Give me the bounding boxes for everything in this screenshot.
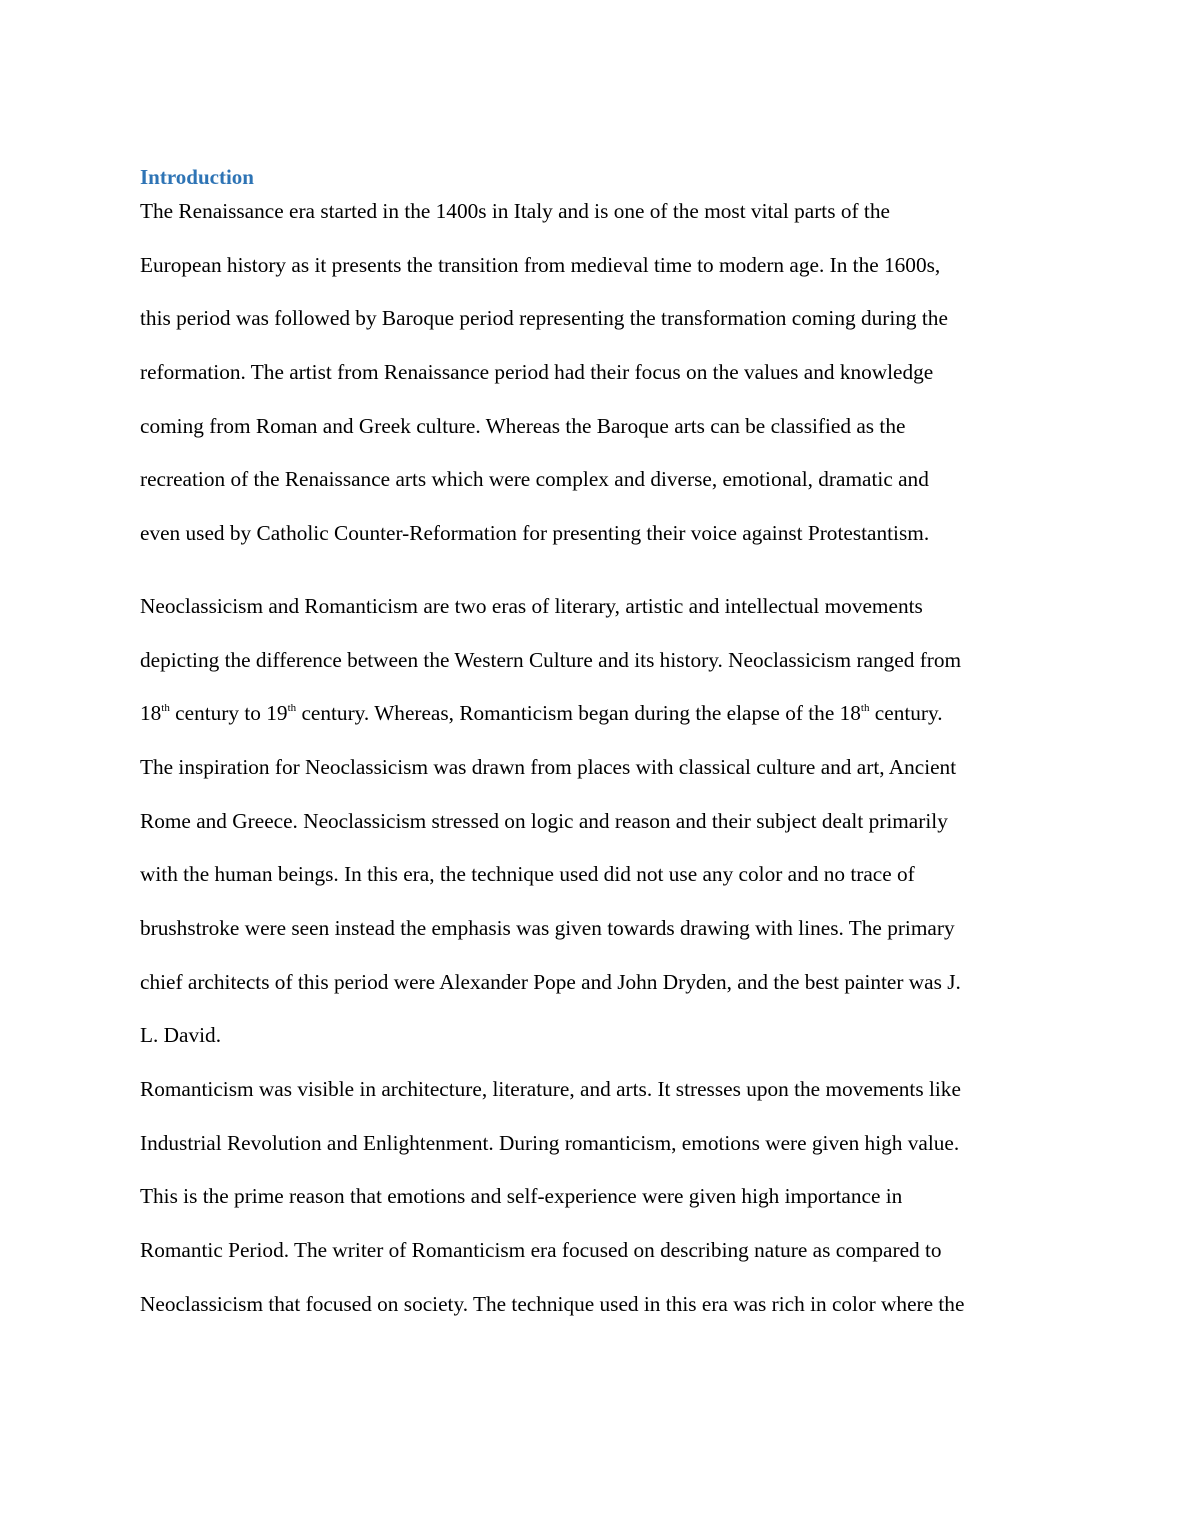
- text-line: Neoclassicism that focused on society. The technique used in this era was rich in color where the: [140, 1291, 965, 1316]
- text-line: this period was followed by Baroque period representing the transformation coming during the: [140, 306, 948, 331]
- paragraph-neoclassicism: [140, 580, 1060, 1063]
- text-line: reformation. The artist from Renaissance period had their focus on the values and knowledge: [140, 360, 934, 385]
- text-line: even used by Catholic Counter-Reformation for presenting their voice against Protestantism.: [140, 521, 930, 546]
- text-line: chief architects of this period were Alexander Pope and John Dryden, and the best painter was J.: [140, 969, 961, 994]
- text-line: brushstroke were seen instead the emphasis was given towards drawing with lines. The primary: [140, 915, 955, 940]
- text-line: This is the prime reason that emotions and self-experience were given high importance in: [140, 1184, 903, 1209]
- text-line: European history as it presents the transition from medieval time to modern age. In the 1600s,: [140, 252, 941, 277]
- text-run: 18: [140, 701, 162, 726]
- text-line: depicting the difference between the Western Culture and its history. Neoclassicism ranged from: [140, 647, 962, 672]
- text-line: Romantic Period. The writer of Romanticism era focused on describing nature as compared to: [140, 1238, 942, 1263]
- text-run: century.: [869, 701, 943, 726]
- text-line-with-superscripts: [140, 687, 1060, 741]
- paragraph-romanticism: [140, 1063, 1060, 1331]
- text-line: Romanticism was visible in architecture, literature, and arts. It stresses upon the movements like: [140, 1077, 961, 1101]
- text-line: Industrial Revolution and Enlightenment. During romanticism, emotions were given high value.: [140, 1130, 960, 1155]
- text-run: century. Whereas, Romanticism began during the elapse of the 18: [296, 701, 861, 726]
- text-line: The Renaissance era started in the 1400s in Italy and is one of the most vital parts of the: [140, 199, 890, 223]
- paragraph-renaissance: [140, 185, 1060, 561]
- text-line: with the human beings. In this era, the technique used did not use any color and no trace of: [140, 862, 915, 887]
- document-body: [140, 162, 1060, 1331]
- text-line: recreation of the Renaissance arts which were complex and diverse, emotional, dramatic and: [140, 467, 929, 492]
- ordinal-superscript: th: [860, 702, 870, 715]
- ordinal-superscript: th: [161, 702, 170, 715]
- text-run: century to 19: [169, 701, 288, 726]
- text-line: L. David.: [140, 1023, 222, 1048]
- text-line: coming from Roman and Greek culture. Whereas the Baroque arts can be classified as the: [140, 413, 906, 438]
- text-line: The inspiration for Neoclassicism was drawn from places with classical culture and art, Ancient: [140, 754, 957, 779]
- ordinal-superscript: th: [287, 702, 297, 715]
- text-line: Neoclassicism and Romanticism are two eras of literary, artistic and intellectual movements: [140, 593, 923, 618]
- section-heading: Introduction: [140, 165, 254, 189]
- text-line: Rome and Greece. Neoclassicism stressed on logic and reason and their subject dealt primarily: [140, 808, 948, 833]
